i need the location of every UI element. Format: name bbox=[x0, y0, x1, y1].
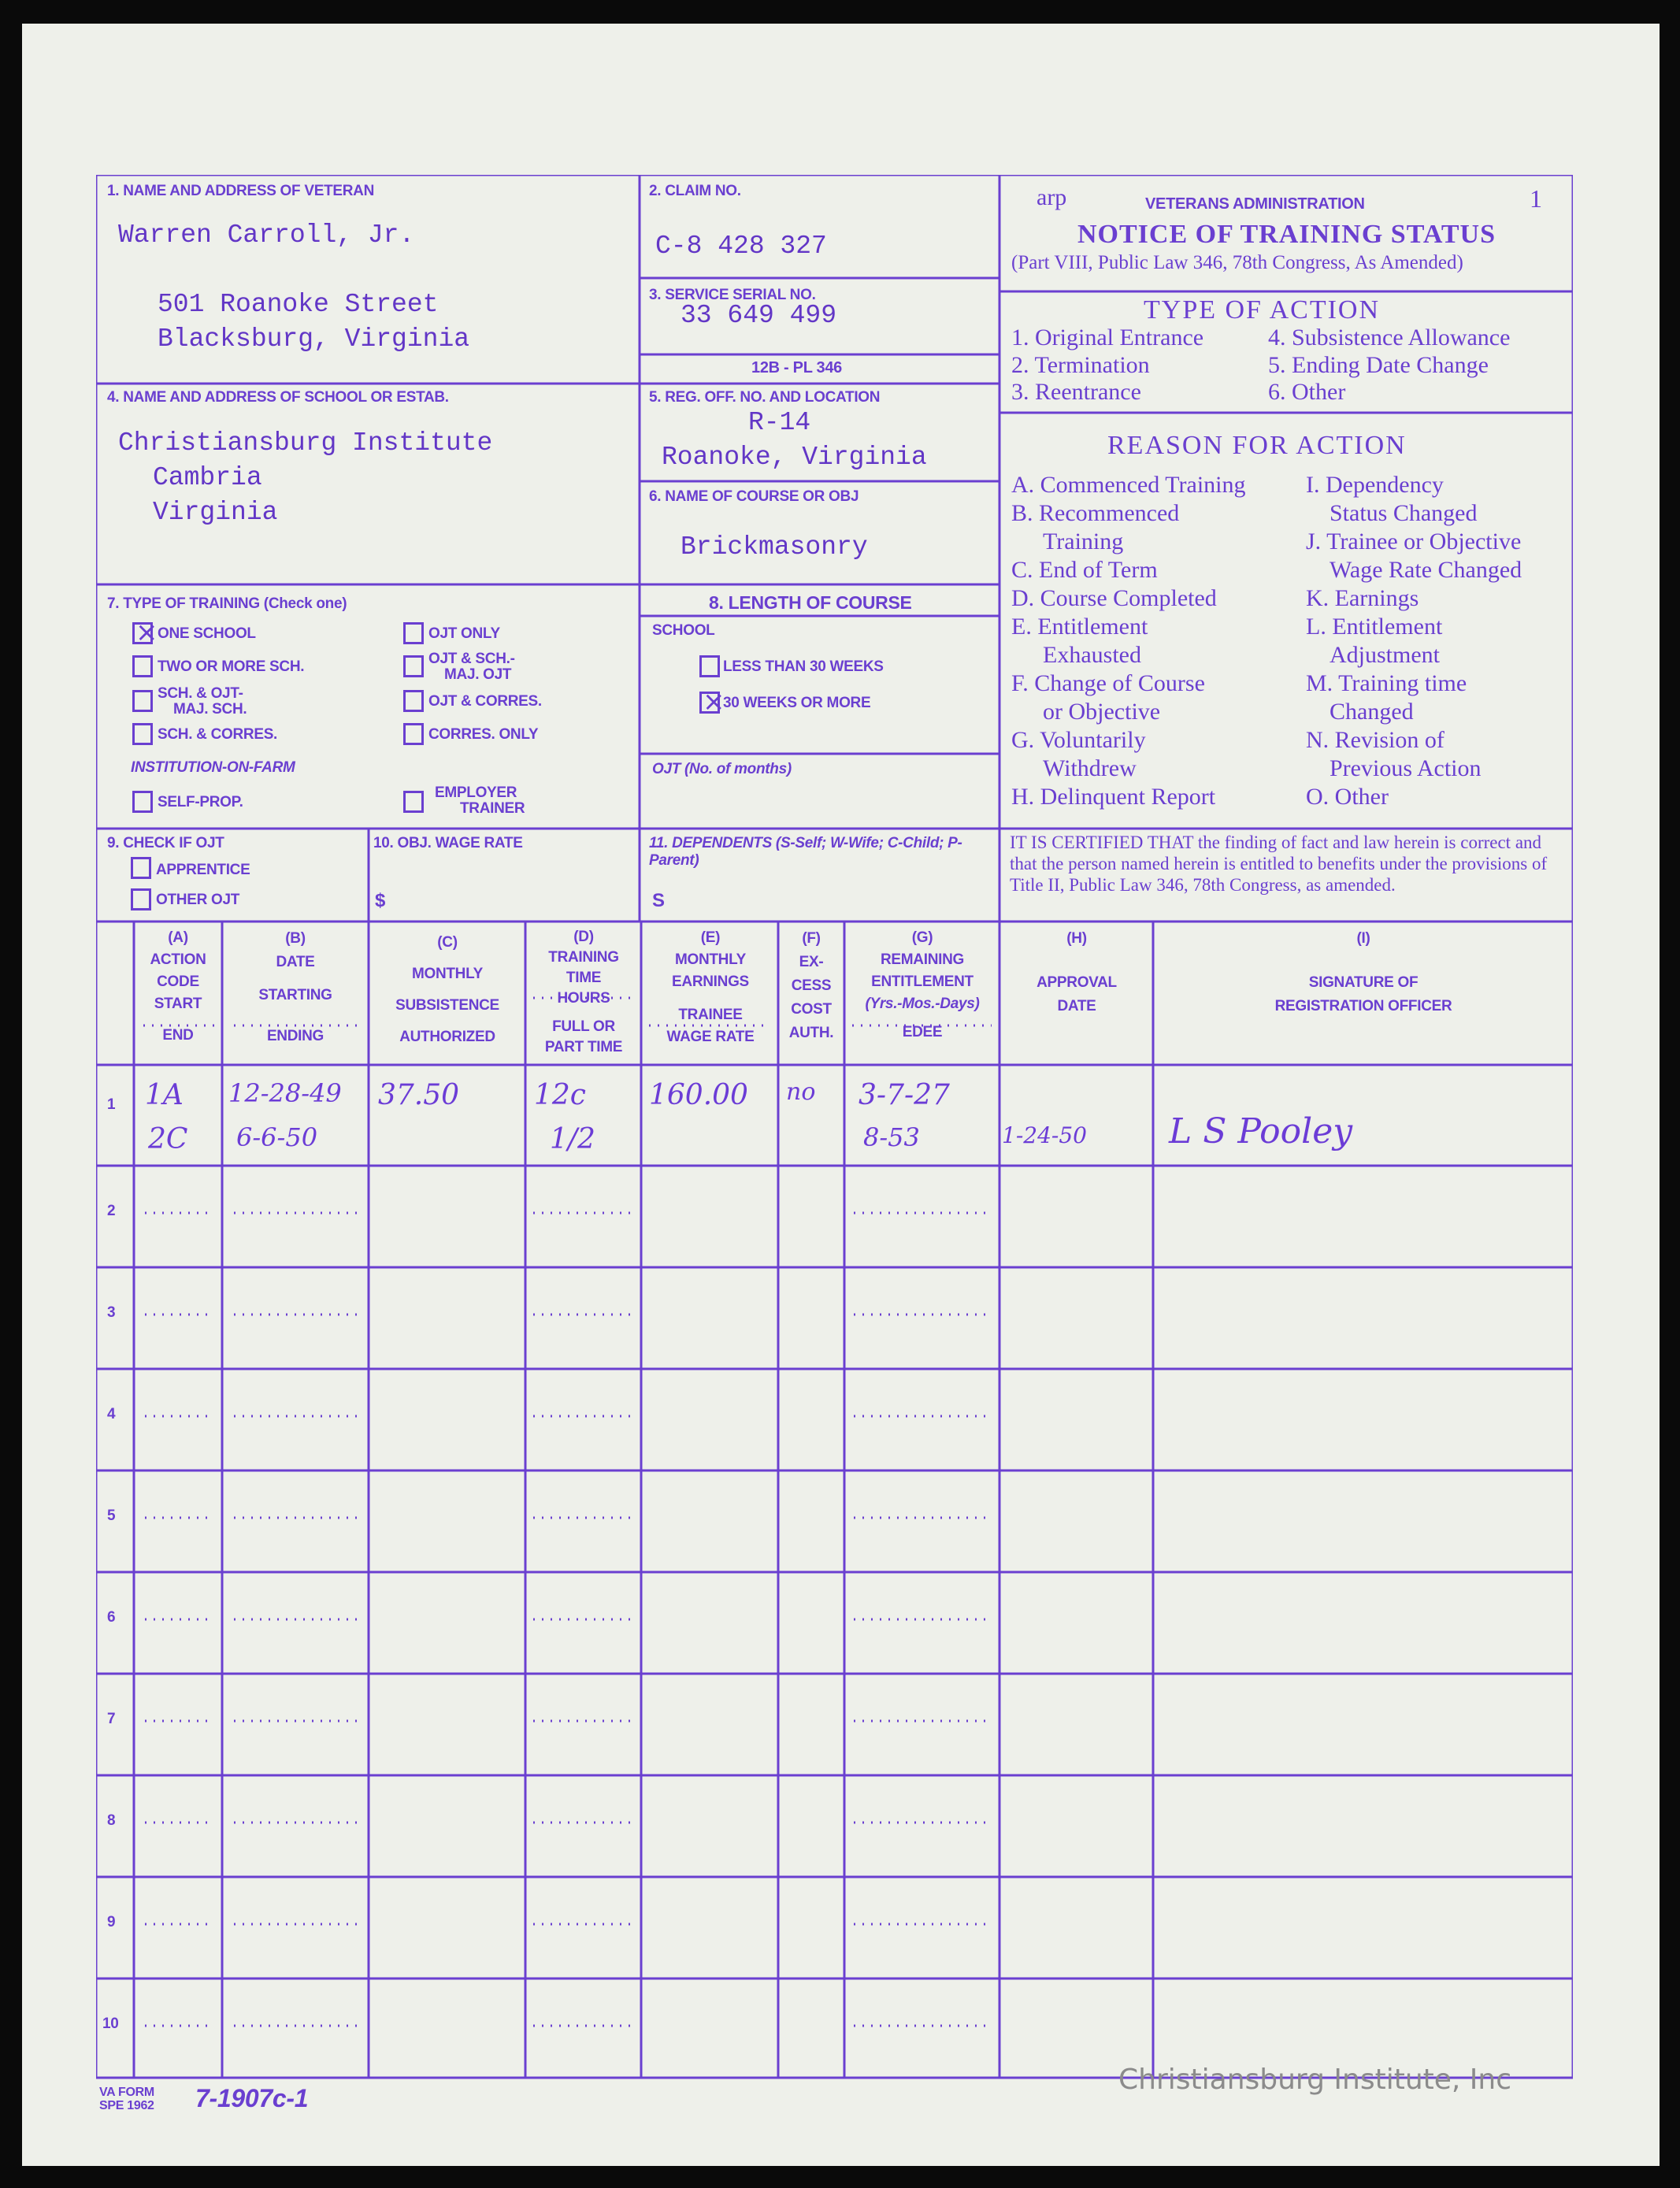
reason-f: F. Change of Course bbox=[1011, 670, 1205, 696]
col-d-line2: TIME bbox=[566, 970, 602, 986]
row1-officer-signature: L S Pooley bbox=[1169, 1111, 1353, 1151]
ojt-sch-checkbox[interactable] bbox=[403, 655, 424, 677]
reason-j: J. Trainee or Objective bbox=[1306, 528, 1522, 554]
serial-no-label: 3. SERVICE SERIAL NO. bbox=[649, 287, 816, 303]
self-prop-label: SELF-PROP. bbox=[158, 794, 243, 810]
employer-label: EMPLOYER bbox=[435, 784, 517, 801]
reason-i: I. Dependency bbox=[1306, 472, 1444, 498]
reason-m-cont: Changed bbox=[1330, 699, 1414, 725]
ojt-months-label: OJT (No. of months) bbox=[652, 761, 792, 777]
col-a-line3: START bbox=[154, 996, 202, 1012]
col-h-letter: (H) bbox=[1066, 930, 1087, 947]
serial-no: 33 649 499 bbox=[681, 301, 837, 330]
col-g-letter: (G) bbox=[911, 929, 933, 946]
reason-h: H. Delinquent Report bbox=[1011, 784, 1216, 810]
col-e-line2: EARNINGS bbox=[672, 973, 749, 990]
employer-trainer-checkbox[interactable] bbox=[403, 791, 424, 813]
type-action-5: 5. Ending Date Change bbox=[1268, 351, 1489, 378]
reg-office-no: R-14 bbox=[748, 408, 811, 437]
type-action-right bbox=[1268, 324, 1510, 406]
other-ojt-label: OTHER OJT bbox=[156, 892, 240, 908]
type-action-3: 3. Reentrance bbox=[1011, 379, 1141, 405]
reason-e: E. Entitlement bbox=[1011, 614, 1148, 640]
row1-subsistence: 37.50 bbox=[378, 1079, 460, 1111]
row-number-5: 5 bbox=[107, 1507, 116, 1524]
col-c-line1: MONTHLY bbox=[411, 966, 484, 982]
dependents-label: 11. DEPENDENTS (S-Self; W-Wife; C-Child; P-Parent) bbox=[649, 835, 962, 869]
row1-training-hours: 12c bbox=[534, 1079, 586, 1111]
less-than-30-label: LESS THAN 30 WEEKS bbox=[723, 658, 884, 675]
self-prop-checkbox[interactable] bbox=[132, 791, 153, 813]
reason-l-cont: Adjustment bbox=[1330, 642, 1440, 668]
school-address-line1: Cambria bbox=[153, 463, 262, 492]
corres-only-checkbox[interactable] bbox=[403, 723, 424, 745]
form-subtitle: (Part VIII, Public Law 346, 78th Congress, As Amended) bbox=[1011, 252, 1463, 273]
course-name: Brickmasonry bbox=[681, 532, 868, 562]
col-e-line4: WAGE RATE bbox=[666, 1029, 755, 1045]
watermark: Christiansburg Institute, Inc bbox=[1118, 2064, 1512, 2096]
reg-office-label: 5. REG. OFF. NO. AND LOCATION bbox=[649, 389, 881, 406]
reason-k: K. Earnings bbox=[1306, 585, 1419, 611]
reason-o: O. Other bbox=[1306, 784, 1389, 810]
col-h-line1: APPROVAL bbox=[1037, 974, 1117, 991]
col-c-header bbox=[372, 927, 523, 1053]
col-i-header bbox=[1156, 927, 1571, 1018]
wage-rate-dollar: $ bbox=[375, 890, 386, 911]
less-than-30-checkbox[interactable] bbox=[699, 655, 720, 677]
one-school-checkbox[interactable] bbox=[132, 622, 153, 644]
row1-action-start: 1A bbox=[145, 1079, 184, 1111]
certification-text: IT IS CERTIFIED THAT the finding of fact and law herein is correct and that the person named herein is entitled to benefits under the provisions of Title II, Public Law 346, 78th Congress, as amended. bbox=[1010, 833, 1548, 895]
course-label: 6. NAME OF COURSE OR OBJ bbox=[649, 488, 859, 505]
sch-ojt-label-2: MAJ. SCH. bbox=[173, 701, 247, 718]
row1-date-end: 6-6-50 bbox=[236, 1122, 318, 1152]
col-e-line1: MONTHLY bbox=[674, 951, 747, 968]
reason-b: B. Recommenced bbox=[1011, 500, 1180, 526]
col-g-line3: (Yrs.-Mos.-Days) bbox=[865, 996, 980, 1012]
col-a-header bbox=[137, 927, 219, 1047]
header-code: arp bbox=[1037, 184, 1067, 210]
row1-entitlement-end: 8-53 bbox=[863, 1122, 920, 1152]
col-d-letter: (D) bbox=[573, 929, 594, 945]
form-number-label: VA FORM SPE 1962 bbox=[99, 2086, 154, 2112]
type-action-1: 1. Original Entrance bbox=[1011, 324, 1204, 350]
col-f-header bbox=[780, 927, 843, 1045]
reason-e-cont: Exhausted bbox=[1043, 642, 1141, 668]
check-if-ojt-label: 9. CHECK IF OJT bbox=[107, 835, 224, 851]
col-b-line2: STARTING bbox=[258, 987, 332, 1003]
col-d-line5: PART TIME bbox=[544, 1039, 623, 1055]
col-i-line1: SIGNATURE OF bbox=[1308, 974, 1419, 991]
row1-training-time: 1/2 bbox=[550, 1123, 595, 1155]
ojt-corres-checkbox[interactable] bbox=[403, 690, 424, 712]
one-school-label: ONE SCHOOL bbox=[158, 625, 256, 642]
col-c-line2: SUBSISTENCE bbox=[395, 997, 499, 1014]
ojt-only-checkbox[interactable] bbox=[403, 622, 424, 644]
type-of-action-title: TYPE OF ACTION bbox=[1144, 295, 1381, 324]
sch-corres-label: SCH. & CORRES. bbox=[158, 726, 278, 743]
sch-ojt-checkbox[interactable] bbox=[132, 690, 153, 712]
reason-n-cont: Previous Action bbox=[1330, 755, 1482, 781]
row1-entitlement: 3-7-27 bbox=[859, 1079, 950, 1111]
col-d-line4: FULL OR bbox=[552, 1018, 615, 1035]
reason-a: A. Commenced Training bbox=[1011, 472, 1246, 498]
col-d-line1: TRAINING bbox=[548, 949, 619, 966]
agency-name: VETERANS ADMINISTRATION bbox=[1145, 195, 1365, 213]
reasons-left bbox=[1011, 471, 1246, 811]
apprentice-label: APPRENTICE bbox=[156, 862, 250, 878]
two-or-more-checkbox[interactable] bbox=[132, 655, 153, 677]
row-number-10: 10 bbox=[102, 2016, 119, 2032]
row-number-8: 8 bbox=[107, 1812, 116, 1829]
reason-g-cont: Withdrew bbox=[1043, 755, 1137, 781]
row-number-4: 4 bbox=[107, 1406, 116, 1422]
ojt-sch-label-2: MAJ. OJT bbox=[444, 666, 512, 683]
col-f-line2: CESS bbox=[791, 977, 832, 994]
col-d-header bbox=[528, 927, 639, 1058]
col-d-line3: HOURS bbox=[557, 990, 610, 1007]
col-b-line3: ENDING bbox=[266, 1028, 325, 1044]
public-law-label: 12B - PL 346 bbox=[751, 359, 842, 376]
row-number-9: 9 bbox=[107, 1914, 116, 1930]
col-h-header bbox=[1002, 927, 1152, 1018]
type-action-left bbox=[1011, 324, 1203, 406]
sch-ojt-label: SCH. & OJT- bbox=[158, 685, 243, 702]
col-g-line1: REMAINING bbox=[880, 951, 965, 968]
col-e-letter: (E) bbox=[700, 929, 721, 946]
claim-no: C-8 428 327 bbox=[655, 232, 827, 261]
reason-d: D. Course Completed bbox=[1011, 585, 1217, 611]
col-i-letter: (I) bbox=[1356, 930, 1370, 947]
type-action-6: 6. Other bbox=[1268, 379, 1346, 405]
row-number-6: 6 bbox=[107, 1609, 116, 1626]
row1-approval-date: 1-24-50 bbox=[1002, 1122, 1087, 1148]
col-f-letter: (F) bbox=[802, 930, 821, 947]
col-a-line1: ACTION bbox=[150, 951, 206, 968]
other-ojt-checkbox[interactable] bbox=[131, 888, 151, 910]
veteran-address-line2: Blacksburg, Virginia bbox=[158, 324, 470, 354]
form-number: 7-1907c-1 bbox=[195, 2084, 309, 2112]
col-e-header bbox=[644, 927, 777, 1048]
school-label: 4. NAME AND ADDRESS OF SCHOOL OR ESTAB. bbox=[107, 389, 449, 406]
course-length-label: 8. LENGTH OF COURSE bbox=[709, 592, 912, 613]
school-name: Christiansburg Institute bbox=[118, 428, 493, 458]
apprentice-checkbox[interactable] bbox=[131, 857, 151, 879]
form-title: NOTICE OF TRAINING STATUS bbox=[1077, 220, 1496, 249]
col-g-line4: EDEE bbox=[902, 1024, 943, 1040]
row-number-1: 1 bbox=[107, 1096, 116, 1113]
training-type-label: 7. TYPE OF TRAINING (Check one) bbox=[107, 595, 347, 612]
ojt-sch-label: OJT & SCH.- bbox=[428, 651, 515, 667]
ojt-only-label: OJT ONLY bbox=[428, 625, 500, 642]
col-h-line2: DATE bbox=[1057, 998, 1096, 1014]
reasons-right bbox=[1306, 471, 1522, 811]
col-f-line4: AUTH. bbox=[788, 1025, 834, 1041]
reason-b-cont: Training bbox=[1043, 528, 1124, 554]
row-number-7: 7 bbox=[107, 1711, 116, 1727]
col-i-line2: REGISTRATION OFFICER bbox=[1274, 998, 1452, 1014]
ojt-corres-label: OJT & CORRES. bbox=[428, 693, 542, 710]
col-e-line3: TRAINEE bbox=[678, 1007, 743, 1023]
type-action-2: 2. Termination bbox=[1011, 351, 1150, 378]
school-address-line2: Virginia bbox=[153, 498, 278, 527]
col-a-letter: (A) bbox=[168, 929, 188, 946]
row-number-2: 2 bbox=[107, 1203, 116, 1219]
dependents-value: S bbox=[652, 890, 665, 911]
30-weeks-or-more-label: 30 WEEKS OR MORE bbox=[723, 695, 871, 711]
veteran-address-line1: 501 Roanoke Street bbox=[158, 290, 439, 319]
col-f-line3: COST bbox=[791, 1001, 832, 1018]
sch-corres-checkbox[interactable] bbox=[132, 723, 153, 745]
reason-i-cont: Status Changed bbox=[1330, 500, 1478, 526]
type-action-4: 4. Subsistence Allowance bbox=[1268, 324, 1511, 350]
col-c-line3: AUTHORIZED bbox=[399, 1029, 495, 1045]
col-c-letter: (C) bbox=[437, 934, 458, 951]
reason-c: C. End of Term bbox=[1011, 557, 1158, 583]
row1-action-end: 2C bbox=[148, 1123, 188, 1155]
row-number-3: 3 bbox=[107, 1304, 116, 1321]
reason-title: REASON FOR ACTION bbox=[1107, 431, 1407, 460]
col-g-header bbox=[846, 927, 999, 1044]
col-b-letter: (B) bbox=[285, 930, 306, 947]
institution-on-farm-label: INSTITUTION-ON-FARM bbox=[131, 759, 295, 776]
reason-j-cont: Wage Rate Changed bbox=[1330, 557, 1522, 583]
reason-l: L. Entitlement bbox=[1306, 614, 1443, 640]
reason-m: M. Training time bbox=[1306, 670, 1467, 696]
reason-g: G. Voluntarily bbox=[1011, 727, 1146, 753]
col-b-line1: DATE bbox=[276, 954, 315, 970]
col-a-line2: CODE bbox=[157, 973, 199, 990]
reg-office-location: Roanoke, Virginia bbox=[662, 443, 927, 472]
col-f-line1: EX- bbox=[799, 954, 824, 970]
two-or-more-label: TWO OR MORE SCH. bbox=[158, 658, 305, 675]
claim-no-label: 2. CLAIM NO. bbox=[649, 183, 741, 199]
reason-f-cont: or Objective bbox=[1043, 699, 1161, 725]
school-length-label: SCHOOL bbox=[652, 622, 715, 639]
corres-only-label: CORRES. ONLY bbox=[428, 726, 539, 743]
30-weeks-or-more-checkbox[interactable] bbox=[699, 692, 720, 714]
wage-rate-label: 10. OBJ. WAGE RATE bbox=[373, 835, 523, 851]
reason-n: N. Revision of bbox=[1306, 727, 1445, 753]
veteran-name: Warren Carroll, Jr. bbox=[118, 221, 415, 250]
veteran-name-label: 1. NAME AND ADDRESS OF VETERAN bbox=[107, 183, 375, 199]
col-a-line4: END bbox=[162, 1027, 194, 1044]
col-g-line2: ENTITLEMENT bbox=[871, 973, 974, 990]
trainer-label: TRAINER bbox=[460, 800, 525, 817]
row1-excess-cost: no bbox=[786, 1078, 816, 1106]
page-number: 1 bbox=[1530, 184, 1542, 213]
col-b-header bbox=[225, 927, 365, 1048]
row1-date-start: 12-28-49 bbox=[228, 1078, 342, 1108]
row1-earnings: 160.00 bbox=[649, 1079, 748, 1111]
